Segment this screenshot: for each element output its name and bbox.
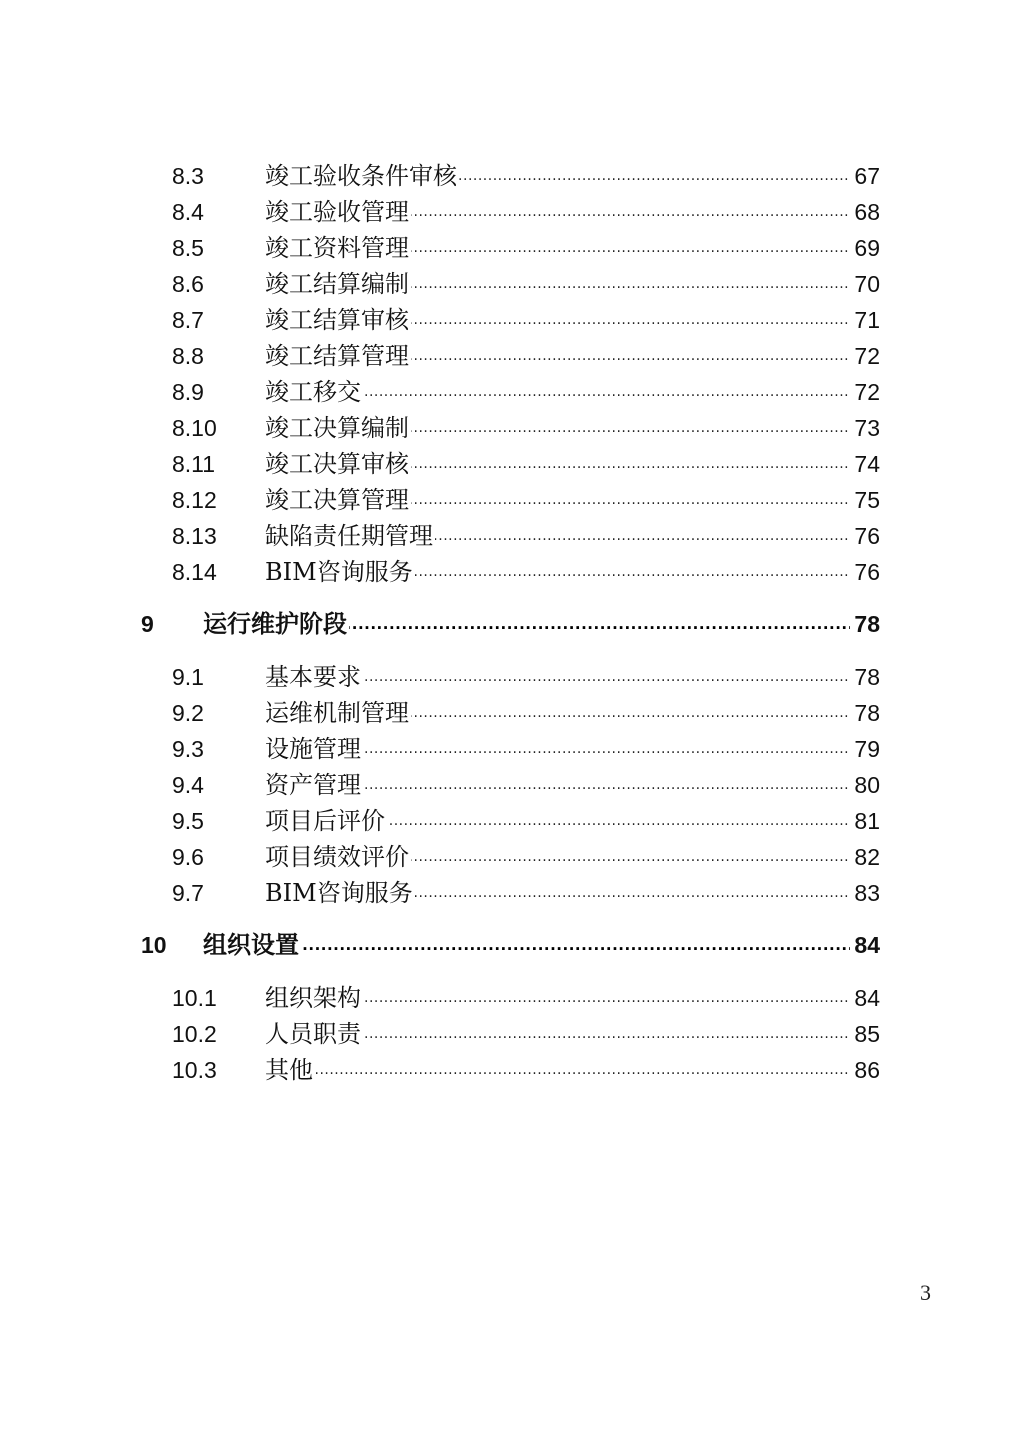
toc-entry-title: 组织架构 xyxy=(265,980,363,1016)
toc-entry[interactable] xyxy=(0,230,1024,266)
toc-entry-number: 10.3 xyxy=(172,1057,217,1083)
toc-entry-title: 竣工资料管理 xyxy=(265,230,411,266)
toc-entry-number: 8.4 xyxy=(172,199,204,225)
toc-entry-page: 76 xyxy=(852,554,880,590)
toc-entry[interactable] xyxy=(0,338,1024,374)
toc-entry-number: 8.7 xyxy=(172,307,204,333)
toc-entry-number: 9.2 xyxy=(172,700,204,726)
toc-entry-title: 项目后评价 xyxy=(265,803,387,839)
toc-entry-number: 8.11 xyxy=(172,451,216,477)
toc-entry-number: 8.3 xyxy=(172,163,204,189)
toc-entry[interactable] xyxy=(0,410,1024,446)
toc-entry-number: 8.6 xyxy=(172,271,204,297)
toc-entry-number: 9.7 xyxy=(172,880,204,906)
toc-entry-title: 人员职责 xyxy=(265,1016,363,1052)
toc-entry-number: 8.8 xyxy=(172,343,204,369)
toc-entry-page: 67 xyxy=(852,158,880,194)
toc-entry-title: BIM咨询服务 xyxy=(265,875,415,911)
page-number: 3 xyxy=(920,1280,931,1305)
toc-entry[interactable] xyxy=(0,302,1024,338)
toc-entry-page: 79 xyxy=(852,731,880,767)
toc-entry[interactable] xyxy=(0,194,1024,230)
toc-entry-number: 9.4 xyxy=(172,772,204,798)
toc-entry[interactable] xyxy=(0,659,1024,695)
toc-entry[interactable] xyxy=(0,839,1024,875)
toc-entry-title: 竣工结算审核 xyxy=(265,302,411,338)
toc-entry-title: 竣工结算编制 xyxy=(265,266,411,302)
toc-entry-page: 71 xyxy=(852,302,880,338)
toc-entry[interactable] xyxy=(0,158,1024,194)
toc-entry-title: 竣工决算管理 xyxy=(265,482,411,518)
toc-entry-title: 项目绩效评价 xyxy=(265,839,411,875)
toc-entry[interactable] xyxy=(0,695,1024,731)
toc-entry[interactable] xyxy=(0,1052,1024,1088)
toc-entry[interactable] xyxy=(0,554,1024,590)
toc-entry-page: 70 xyxy=(852,266,880,302)
toc-chapter-number: 9 xyxy=(141,611,154,637)
toc-entry-number: 8.12 xyxy=(172,487,217,513)
toc-entry-number: 8.13 xyxy=(172,523,217,549)
toc-entry[interactable] xyxy=(0,1016,1024,1052)
toc-entry[interactable] xyxy=(0,374,1024,410)
toc-entry-number: 10.1 xyxy=(172,985,217,1011)
toc-entry-title: 缺陷责任期管理 xyxy=(265,518,435,554)
toc-entry[interactable] xyxy=(0,518,1024,554)
toc-chapter-number: 10 xyxy=(141,932,167,958)
toc-chapter-entry[interactable] xyxy=(0,927,1024,963)
toc-entry-title: 设施管理 xyxy=(265,731,363,767)
toc-entry-title: 竣工决算编制 xyxy=(265,410,411,446)
toc-entry-title: 竣工验收条件审核 xyxy=(265,158,459,194)
toc-entry-page: 82 xyxy=(852,839,880,875)
toc-chapter-title: 运行维护阶段 xyxy=(203,606,349,642)
toc-entry-page: 69 xyxy=(852,230,880,266)
toc-entry-title: 竣工决算审核 xyxy=(265,446,411,482)
toc-entry-number: 8.5 xyxy=(172,235,204,261)
toc-entry[interactable] xyxy=(0,266,1024,302)
toc-entry-number: 10.2 xyxy=(172,1021,217,1047)
toc-entry-page: 73 xyxy=(852,410,880,446)
toc-entry-page: 83 xyxy=(852,875,880,911)
toc-entry-title: 竣工移交 xyxy=(265,374,363,410)
toc-entry[interactable] xyxy=(0,767,1024,803)
toc-entry[interactable] xyxy=(0,446,1024,482)
toc-entry-page: 80 xyxy=(852,767,880,803)
toc-entry-page: 85 xyxy=(852,1016,880,1052)
toc-entry[interactable] xyxy=(0,980,1024,1016)
toc-entry-page: 74 xyxy=(852,446,880,482)
toc-entry-number: 8.14 xyxy=(172,559,217,585)
toc-entry-title: 竣工结算管理 xyxy=(265,338,411,374)
toc-entry-title: 运维机制管理 xyxy=(265,695,411,731)
toc-entry[interactable] xyxy=(0,482,1024,518)
toc-entry-number: 9.3 xyxy=(172,736,204,762)
toc-entry-page: 84 xyxy=(852,980,880,1016)
toc-entry-page: 78 xyxy=(852,659,880,695)
toc-entry-title: 竣工验收管理 xyxy=(265,194,411,230)
toc-entry-page: 81 xyxy=(852,803,880,839)
toc-chapter-title: 组织设置 xyxy=(203,927,301,963)
toc-entry-page: 68 xyxy=(852,194,880,230)
toc-chapter-page: 84 xyxy=(852,927,880,963)
toc-entry-page: 76 xyxy=(852,518,880,554)
toc-entry-number: 8.10 xyxy=(172,415,217,441)
toc-entry-number: 8.9 xyxy=(172,379,204,405)
toc-entry-number: 9.5 xyxy=(172,808,204,834)
toc-entry[interactable] xyxy=(0,731,1024,767)
toc-chapter-entry[interactable] xyxy=(0,606,1024,642)
toc-entry-page: 72 xyxy=(852,338,880,374)
toc-entry-title: 基本要求 xyxy=(265,659,363,695)
toc-entry[interactable] xyxy=(0,803,1024,839)
toc-entry-page: 86 xyxy=(852,1052,880,1088)
toc-entry-title: 资产管理 xyxy=(265,767,363,803)
toc-entry-number: 9.1 xyxy=(172,664,204,690)
toc-entry-title: BIM咨询服务 xyxy=(265,554,415,590)
toc-entry-number: 9.6 xyxy=(172,844,204,870)
table-of-contents xyxy=(0,158,1024,1088)
toc-entry-title: 其他 xyxy=(265,1052,315,1088)
toc-entry-page: 78 xyxy=(852,695,880,731)
dot-leader xyxy=(265,1052,850,1088)
toc-chapter-page: 78 xyxy=(852,606,880,642)
toc-entry[interactable] xyxy=(0,875,1024,911)
toc-entry-page: 75 xyxy=(852,482,880,518)
toc-entry-page: 72 xyxy=(852,374,880,410)
